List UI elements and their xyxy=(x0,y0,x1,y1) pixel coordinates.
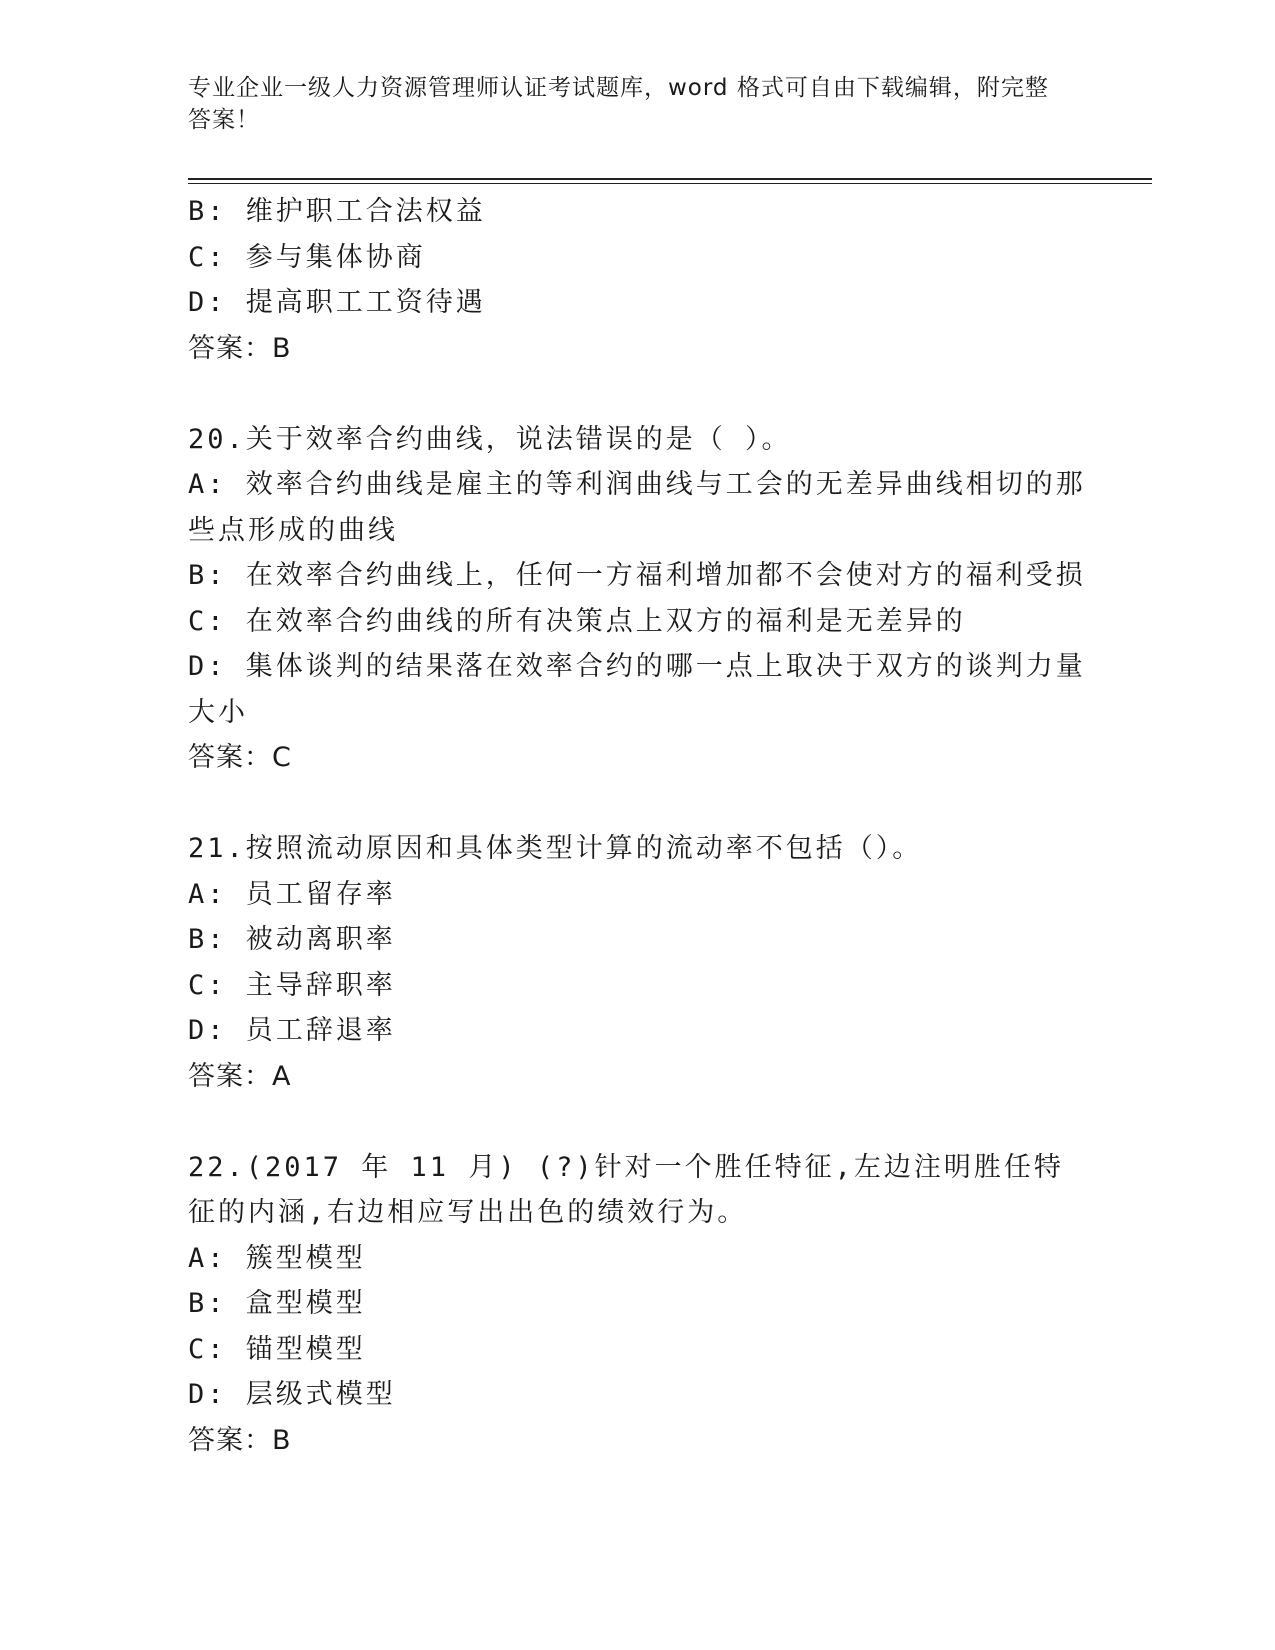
option-line: C: 参与集体协商 xyxy=(188,241,426,273)
option-line: B: 在效率合约曲线上，任何一方福利增加都不会使对方的福利受损 xyxy=(188,560,1086,591)
option-line: B: 维护职工合法权益 xyxy=(188,196,486,227)
question-list xyxy=(188,189,1088,1463)
option-line: A: 员工留存率 xyxy=(188,878,396,910)
answer-line: 答案：B xyxy=(188,332,292,364)
page-header: 专业企业一级人力资源管理师认证考试题库，word 格式可自由下载编辑，附完整答案！ xyxy=(188,75,1049,133)
question-stem: 20.关于效率合约曲线，说法错误的是（ ）。 xyxy=(188,423,792,455)
answer-line: 答案：A xyxy=(188,1060,292,1092)
question-stem: 22.(2017 年 11 月) (?)针对一个胜任特征,左边注明胜任特征的内涵,右边相应写出出色的绩效行为。 xyxy=(188,1151,1064,1228)
option-line: D: 集体谈判的结果落在效率合约的哪一点上取决于双方的谈判力量大小 xyxy=(188,651,1086,728)
header-divider-thick xyxy=(188,178,1152,180)
answer-line: 答案：B xyxy=(188,1424,292,1456)
option-line: D: 层级式模型 xyxy=(188,1379,396,1410)
option-line: D: 员工辞退率 xyxy=(188,1015,396,1046)
spacer xyxy=(188,1099,1088,1145)
answer-line: 答案：C xyxy=(188,742,292,773)
option-line: C: 在效率合约曲线的所有决策点上双方的福利是无差异的 xyxy=(188,605,966,637)
spacer xyxy=(188,781,1088,827)
question-stem: 21.按照流动原因和具体类型计算的流动率不包括（）。 xyxy=(188,833,923,864)
spacer xyxy=(188,371,1088,417)
question-block xyxy=(188,826,1088,1099)
option-line: C: 锚型模型 xyxy=(188,1333,366,1365)
header-divider-thin xyxy=(188,183,1152,184)
option-line: D: 提高职工工资待遇 xyxy=(188,287,486,318)
option-line: A: 效率合约曲线是雇主的等利润曲线与工会的无差异曲线相切的那些点形成的曲线 xyxy=(188,469,1086,546)
question-block xyxy=(188,189,1088,371)
option-line: A: 簇型模型 xyxy=(188,1242,366,1274)
option-line: B: 被动离职率 xyxy=(188,924,396,955)
option-line: C: 主导辞职率 xyxy=(188,969,396,1001)
question-block xyxy=(188,417,1088,781)
question-block xyxy=(188,1145,1088,1464)
option-line: B: 盒型模型 xyxy=(188,1288,366,1319)
